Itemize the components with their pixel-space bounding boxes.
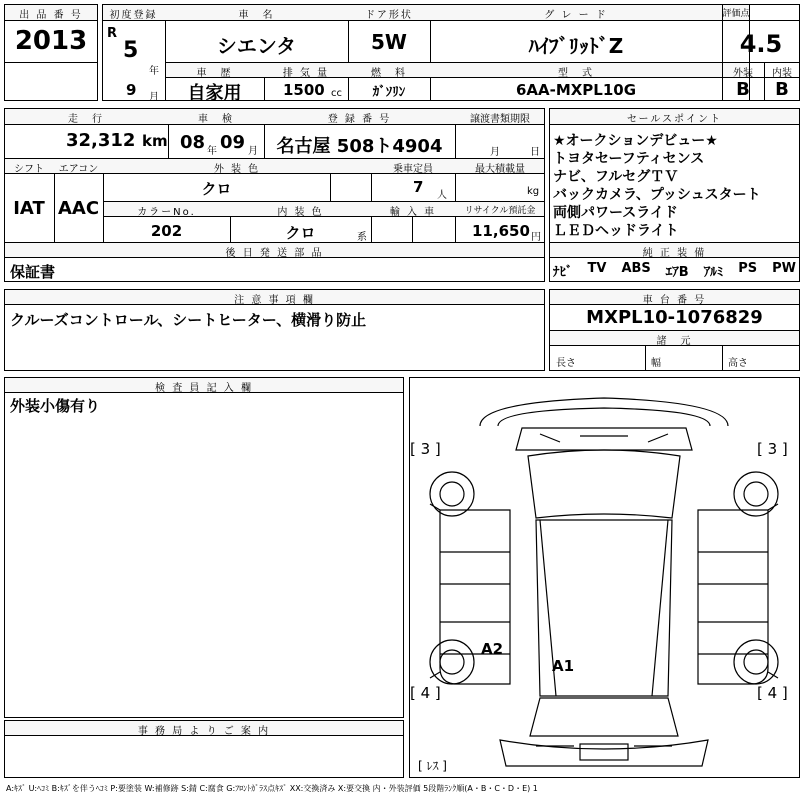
mileage-value: 32,312 <box>66 130 136 151</box>
inspector-label: 検 査 員 記 入 欄 <box>155 383 253 394</box>
tire-rear-left: [ 4 ] <box>410 684 441 702</box>
car-diagram <box>410 378 799 777</box>
inspection-year-unit: 年 <box>207 146 217 157</box>
mileage-label: 走 行 <box>68 114 104 125</box>
tire-rear-right: [ 4 ] <box>757 684 788 702</box>
transfer-month-unit: 月 <box>490 147 500 158</box>
capacity-unit: 人 <box>437 190 447 201</box>
interior-color-unit: 系 <box>357 232 367 243</box>
front-bumper-outline <box>480 398 728 426</box>
sales-point-item: ナビ、フルセグＴＶ <box>553 169 679 185</box>
capacity-label: 乗車定員 <box>393 164 433 175</box>
office-label: 事 務 局 よ り ご 案 内 <box>137 726 271 737</box>
displacement: 1500 <box>283 81 325 99</box>
registration-label: 登 録 番 号 <box>327 114 392 125</box>
spec-label: 諸 元 <box>656 336 693 347</box>
registration-month: 9 <box>126 81 137 99</box>
recycle-unit: 円 <box>531 232 541 243</box>
wheel-rear-left <box>430 640 474 684</box>
history: 自家用 <box>187 83 242 104</box>
left-mirror <box>430 504 440 678</box>
equipment-list <box>553 261 796 280</box>
fuel-label: 燃 料 <box>371 68 407 79</box>
wheel-front-right-inner <box>744 482 768 506</box>
sales-point-item: ★オークションデビュー★ <box>553 133 718 149</box>
era-mark: R <box>107 26 118 41</box>
car-name-label: 車 名 <box>238 10 275 21</box>
history-label: 車 歴 <box>196 68 233 79</box>
front-bumper-inner <box>498 408 710 426</box>
mileage-unit: km <box>142 132 168 150</box>
exterior-color-label: 外 装 色 <box>213 164 261 175</box>
shift-value: IAT <box>13 198 45 219</box>
transfer-day-unit: 日 <box>530 147 540 158</box>
width-label: 幅 <box>651 358 661 369</box>
year-unit: 年 <box>149 66 159 77</box>
sales-point-item: バックカメラ、プッシュスタート <box>553 187 761 203</box>
car-name: シエンタ <box>216 34 297 58</box>
shift-label: シフト <box>14 164 44 175</box>
recycle-label: リサイクル預託金 <box>464 206 536 216</box>
length-label: 長さ <box>556 358 576 369</box>
model-label: 型 式 <box>558 68 594 79</box>
windshield <box>528 450 680 518</box>
lot-label: 出 品 番 号 <box>19 10 83 21</box>
displacement-label: 排 気 量 <box>282 68 330 79</box>
displacement-unit: cc <box>331 88 342 99</box>
tire-front-right: [ 3 ] <box>757 440 788 458</box>
interior-grade: B <box>775 79 789 100</box>
wheel-front-left-inner <box>440 482 464 506</box>
ac-value: AAC <box>57 198 100 219</box>
legend: A:ｷｽﾞ U:ﾍｺﾐ B:ｷｽﾞを伴うﾍｺﾐ P:要塗装 W:補修跡 S:錆 C:腐食 G:ﾌﾛﾝﾄｶﾞﾗｽ点ｷｽﾞ XX:交換済み X:要交換 内・外装評価 5段階ﾗﾝｸ順(A・B・C・D・E) 1 <box>6 784 538 793</box>
chassis-number: MXPL10-1076829 <box>586 307 763 328</box>
capacity-value: 7 <box>413 178 424 196</box>
equipment-item: ｱﾙﾐ <box>703 265 724 280</box>
lot-number: 2013 <box>14 26 88 56</box>
rear-window <box>530 698 678 736</box>
color-no-label: カラーNo. <box>137 207 196 218</box>
notes-label: 注 意 事 項 欄 <box>234 295 315 306</box>
door-label: ドア形状 <box>365 10 413 21</box>
license-plate <box>580 744 628 760</box>
exterior-grade: B <box>736 79 750 100</box>
equipment-item: ABS <box>621 261 651 276</box>
equipment-item: ﾅﾋﾞ <box>553 265 573 280</box>
interior-color-label: 内 装 色 <box>277 207 324 218</box>
sales-points-label: セールスポイント <box>626 114 723 125</box>
exterior-label: 外装 <box>733 68 753 79</box>
later-parts: 保証書 <box>10 263 56 281</box>
equipment-item: PS <box>738 261 758 276</box>
inspection-month: 09 <box>220 132 246 153</box>
equipment-item: TV <box>587 261 607 276</box>
import-label: 輸 入 車 <box>389 207 437 218</box>
right-mirror <box>768 504 778 678</box>
grade: ﾊｲﾌﾞﾘｯﾄﾞZ <box>528 34 624 58</box>
score-label: 評価点 <box>722 9 750 19</box>
equipment-item: PW <box>772 261 796 276</box>
exterior-color: クロ <box>201 180 232 198</box>
registration-year: 5 <box>123 38 139 63</box>
tire-front-left: [ 3 ] <box>410 440 441 458</box>
grade-label: グ レ ー ド <box>544 10 608 21</box>
damage-mark-a2: A2 <box>481 640 504 658</box>
score: 4.5 <box>739 30 783 58</box>
damage-mark-a1: A1 <box>552 657 575 675</box>
sales-point-item: トヨタセーフティセンス <box>553 151 705 167</box>
inspector-text: 外装小傷有り <box>10 397 101 415</box>
height-label: 高さ <box>728 358 748 369</box>
ac-label: エアコン <box>58 164 99 175</box>
interior-label: 内装 <box>772 68 792 79</box>
equipment-item: ｴｱB <box>665 265 689 280</box>
max-load-unit: kg <box>527 186 540 197</box>
model-code: 6AA-MXPL10G <box>515 81 637 99</box>
transfer-deadline-label: 譲渡書類期限 <box>470 114 530 125</box>
color-no: 202 <box>150 222 183 240</box>
wheel-rear-right <box>734 640 778 684</box>
first-registration-label: 初度登録 <box>109 10 158 21</box>
inspection-year: 08 <box>180 132 206 153</box>
roof-line-right <box>652 520 668 696</box>
max-load-label: 最大積載量 <box>475 164 525 175</box>
spare-tire: [ ﾚｽ ] <box>418 759 447 773</box>
registration-number: 名古屋 508ト4904 <box>276 136 443 157</box>
hood-outline <box>516 428 692 450</box>
fuel: ｶﾞｿﾘﾝ <box>372 85 406 100</box>
inspection-label: 車 検 <box>198 114 234 125</box>
equipment-label: 純 正 装 備 <box>642 248 707 259</box>
sales-point-item: 両側パワースライド <box>553 205 678 221</box>
notes-text: クルーズコントロール、シートヒーター、横滑り防止 <box>10 311 367 329</box>
recycle-value: 11,650 <box>472 222 530 240</box>
chassis-label: 車 台 番 号 <box>642 295 707 306</box>
hood-marks <box>540 434 668 442</box>
right-body-side <box>698 510 768 684</box>
interior-color: クロ <box>285 224 316 242</box>
month-unit: 月 <box>149 92 159 103</box>
inspection-month-unit: 月 <box>248 146 258 157</box>
door-type: 5W <box>371 30 407 54</box>
sales-point-item: ＬＥＤヘッドライト <box>553 223 679 239</box>
later-parts-label: 後 日 発 送 部 品 <box>225 248 324 259</box>
